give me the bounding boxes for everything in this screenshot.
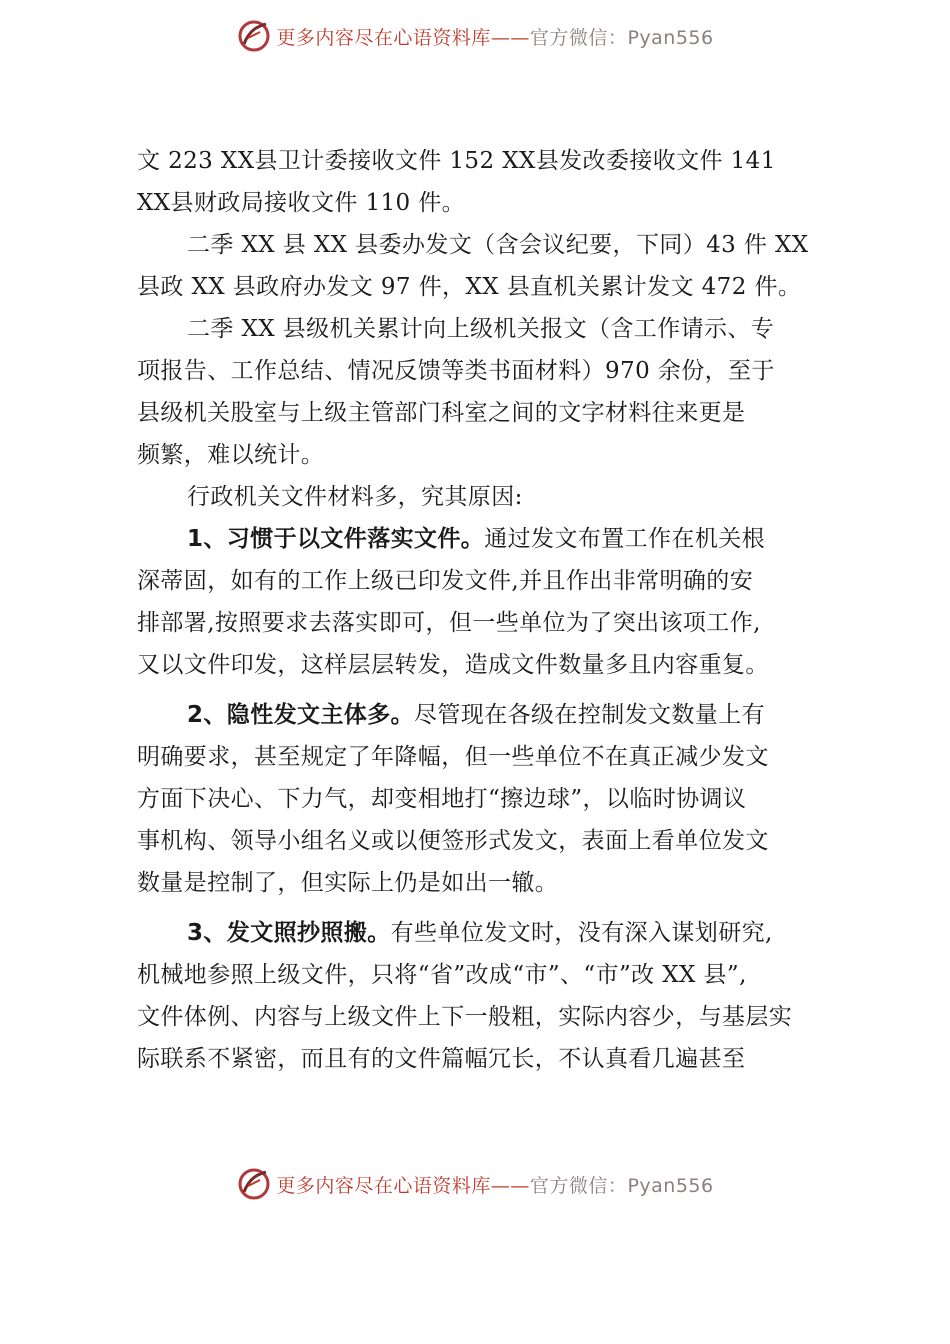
paragraph-3-first-line xyxy=(137,912,827,954)
text-line: 文 223 XX县卫计委接收文件 152 XX县发改委接收文件 141 xyxy=(137,148,776,174)
paragraph-3-heading: 3、发文照抄照搬。 xyxy=(187,920,391,946)
text-span: 尽管现在各级在控制发文数量上有 xyxy=(414,702,766,728)
text-line: 又以文件印发，这样层层转发，造成文件数量多且内容重复。 xyxy=(137,652,769,678)
text-line: 明确要求，甚至规定了年降幅，但一些单位不在真正减少发文 xyxy=(137,744,769,770)
text-span: 通过发文布置工作在机关根 xyxy=(484,526,766,552)
header-text xyxy=(276,23,713,50)
footer-banner xyxy=(0,1164,950,1204)
text-line: 文件体例、内容与上级文件上下一般粗，实际内容少，与基层实 xyxy=(137,1004,793,1030)
footer-text xyxy=(276,1171,713,1198)
text-line: 频繁，难以统计。 xyxy=(137,442,325,468)
text-line: 排部署,按照要求去落实即可，但一些单位为了突出该项工作, xyxy=(137,610,761,636)
text-line: 深蒂固，如有的工作上级已印发文件,并且作出非常明确的安 xyxy=(137,568,754,594)
paragraph-1-heading: 1、习惯于以文件落实文件。 xyxy=(187,526,485,552)
header-banner xyxy=(0,16,950,56)
text-line: 方面下决心、下力气，却变相地打“擦边球”，以临时协调议 xyxy=(137,786,747,812)
header-wechat-id: Pyan556 xyxy=(627,26,714,49)
text-line: 机械地参照上级文件，只将“省”改成“市”、“市”改 XX 县”, xyxy=(137,962,747,988)
text-line: 际联系不紧密，而且有的文件篇幅冗长，不认真看几遍甚至 xyxy=(137,1046,746,1072)
text-line: 事机构、领导小组名义或以便签形式发文，表面上看单位发文 xyxy=(137,828,769,854)
footer-dash: —— xyxy=(490,1174,530,1197)
header-brand: 更多内容尽在心语资料库 xyxy=(276,26,491,49)
header-wechat-label: 官方微信： xyxy=(529,26,628,49)
footer-wechat-id: Pyan556 xyxy=(627,1174,714,1197)
text-line: 二季 XX 县 XX 县委办发文（含会议纪要，下同）43 件 XX xyxy=(187,232,809,258)
text-line: 县级机关股室与上级主管部门科室之间的文字材料往来更是 xyxy=(137,400,746,426)
text-line: 项报告、工作总结、情况反馈等类书面材料）970 余份，至于 xyxy=(137,358,775,384)
footer-wechat-label: 官方微信： xyxy=(529,1174,628,1197)
text-line: 行政机关文件材料多，究其原因: xyxy=(187,484,523,510)
text-line: 县政 XX 县政府办发文 97 件，XX 县直机关累计发文 472 件。 xyxy=(137,274,802,300)
paragraph-1-first-line xyxy=(137,518,827,560)
footer-brand: 更多内容尽在心语资料库 xyxy=(276,1174,491,1197)
paragraph-2-heading: 2、隐性发文主体多。 xyxy=(187,702,415,728)
brand-logo-icon xyxy=(236,18,272,54)
brand-logo-icon xyxy=(236,1166,272,1202)
text-span: 有些单位发文时，没有深入谋划研究, xyxy=(390,920,773,946)
text-line: 二季 XX 县级机关累计向上级机关报文（含工作请示、专 xyxy=(187,316,775,342)
document-body xyxy=(137,140,827,1080)
text-line: XX县财政局接收文件 110 件。 xyxy=(137,190,466,216)
header-dash: —— xyxy=(490,26,530,49)
text-line: 数量是控制了，但实际上仍是如出一辙。 xyxy=(137,870,559,896)
paragraph-2-first-line xyxy=(137,694,827,736)
